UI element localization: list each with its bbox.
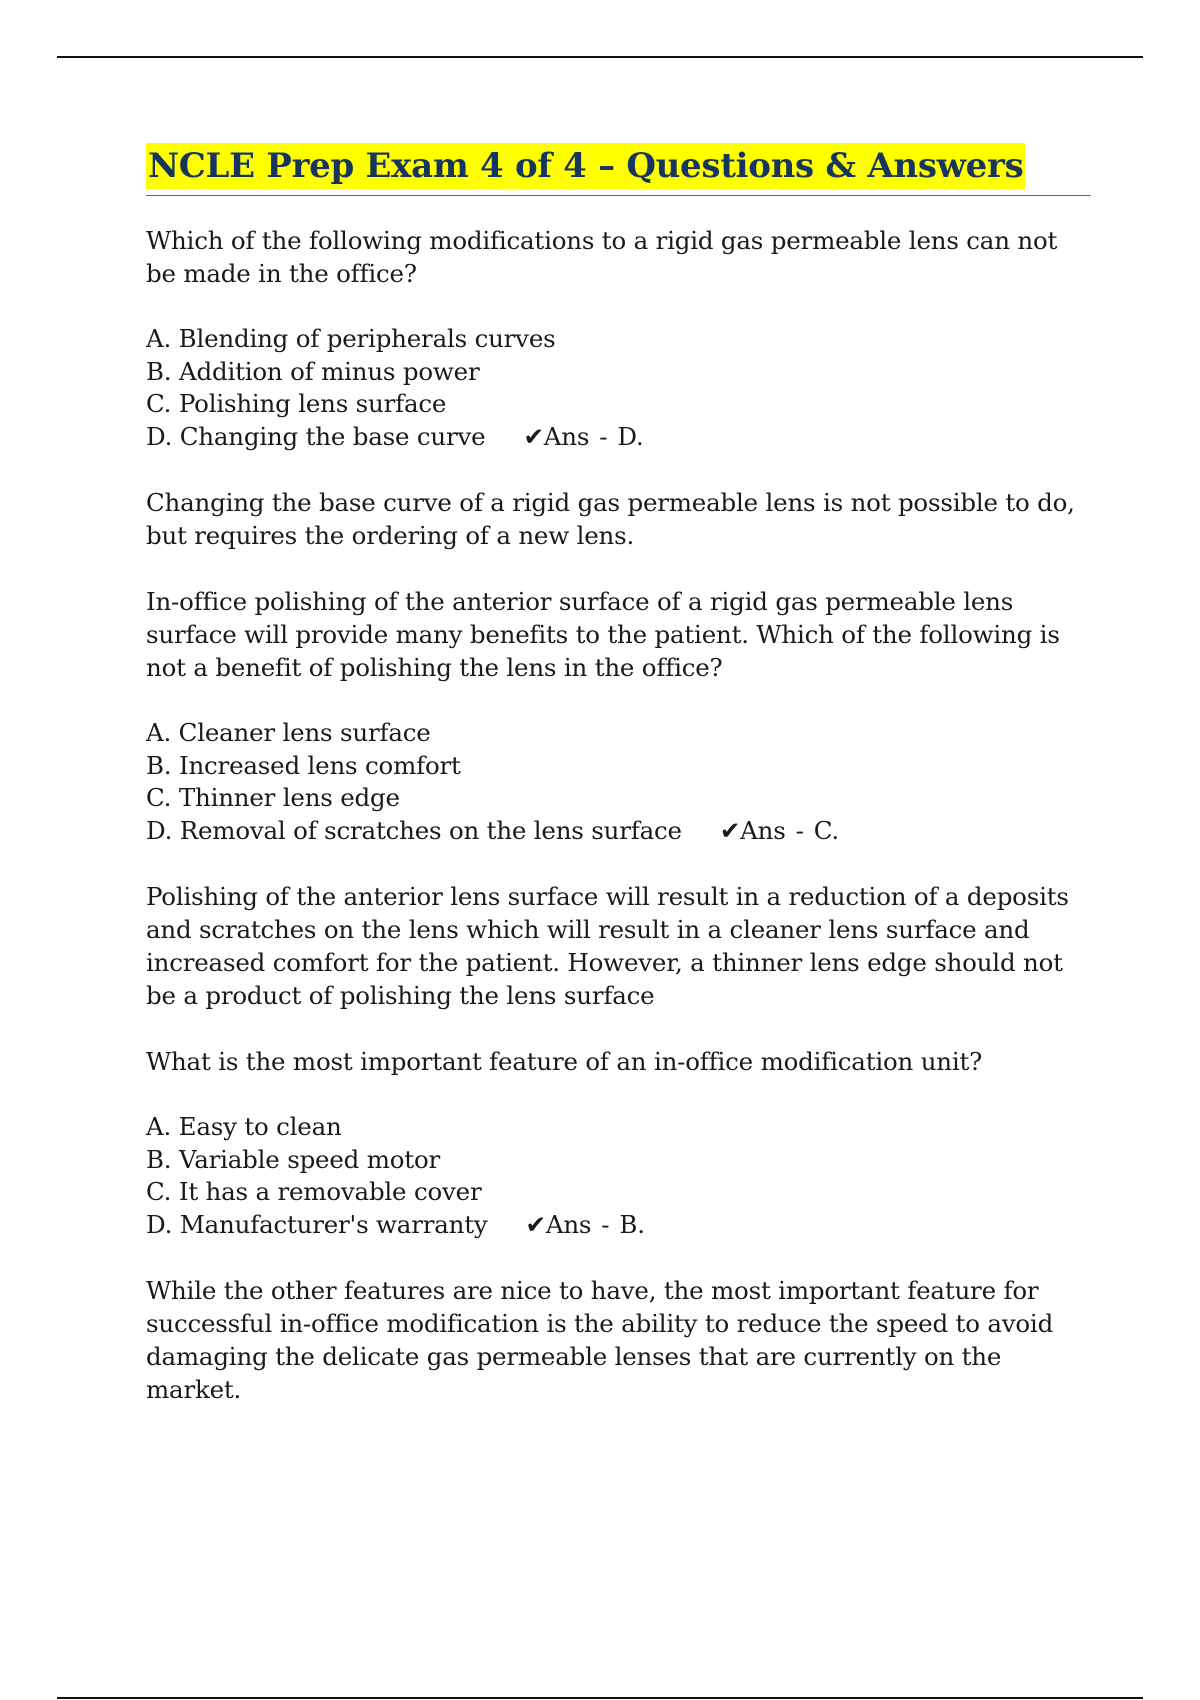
answer-indicator <box>526 1209 645 1242</box>
option-b: B. Variable speed motor <box>146 1144 441 1174</box>
question-block-1 <box>146 224 1091 552</box>
document-title: NCLE Prep Exam 4 of 4 – Questions & Answers <box>146 143 1025 189</box>
option-c: C. It has a removable cover <box>146 1177 482 1206</box>
options-list <box>146 323 1091 453</box>
answer-letter: C. <box>813 815 839 845</box>
answer-letter: D. <box>617 421 644 451</box>
answer-check-label: ✔Ans <box>525 1209 592 1239</box>
question-block-3 <box>146 1045 1091 1406</box>
question-block-2 <box>146 585 1091 1012</box>
option-c: C. Polishing lens surface <box>146 389 447 418</box>
option-d-row <box>146 1209 1091 1242</box>
option-d-row <box>146 815 1091 848</box>
document-body <box>146 143 1091 1439</box>
answer-separator: - <box>795 815 804 845</box>
option-b: B. Increased lens comfort <box>146 750 461 780</box>
question-text: What is the most important feature of an in-office modification unit? <box>146 1047 983 1076</box>
option-a: A. Blending of peripherals curves <box>146 324 556 353</box>
answer-check-label: ✔Ans <box>523 421 590 451</box>
option-c: C. Thinner lens edge <box>146 783 400 812</box>
question-text: Which of the following modifications to a rigid gas permeable lens can not be made in the office? <box>146 226 1058 288</box>
answer-indicator <box>523 421 643 454</box>
explanation-text: Changing the base curve of a rigid gas permeable lens is not possible to do, but requires the ordering of a new lens. <box>146 488 1075 550</box>
option-a: A. Cleaner lens surface <box>146 718 431 747</box>
answer-check-label: ✔Ans <box>719 815 786 845</box>
options-list <box>146 717 1091 847</box>
page-top-rule <box>57 56 1143 58</box>
answer-separator: - <box>599 421 608 451</box>
question-text: In-office polishing of the anterior surface of a rigid gas permeable lens surface will provide many benefits to the patient. Which of the following is not a benefit of polishing the lens in the office? <box>146 587 1060 682</box>
answer-letter: B. <box>619 1209 645 1239</box>
answer-indicator <box>720 815 839 848</box>
option-d: D. Changing the base curve <box>146 421 486 451</box>
option-d: D. Removal of scratches on the lens surface <box>146 815 682 845</box>
option-d: D. Manufacturer's warranty <box>146 1209 488 1239</box>
explanation-text: Polishing of the anterior lens surface will result in a reduction of a deposits and scratches on the lens which will result in a cleaner lens surface and increased comfort for the patient. However, a thinner lens edge should not be a product of polishing the lens surface <box>146 882 1069 1010</box>
title-block <box>146 143 1091 196</box>
option-b: B. Addition of minus power <box>146 356 480 386</box>
options-list <box>146 1111 1091 1241</box>
page-bottom-rule <box>57 1697 1143 1699</box>
answer-separator: - <box>601 1209 610 1239</box>
explanation-text: While the other features are nice to have, the most important feature for successful in-office modification is the ability to reduce the speed to avoid damaging the delicate gas permeable lenses that are currently on the market. <box>146 1276 1054 1404</box>
option-d-row <box>146 421 1091 454</box>
option-a: A. Easy to clean <box>146 1112 342 1141</box>
